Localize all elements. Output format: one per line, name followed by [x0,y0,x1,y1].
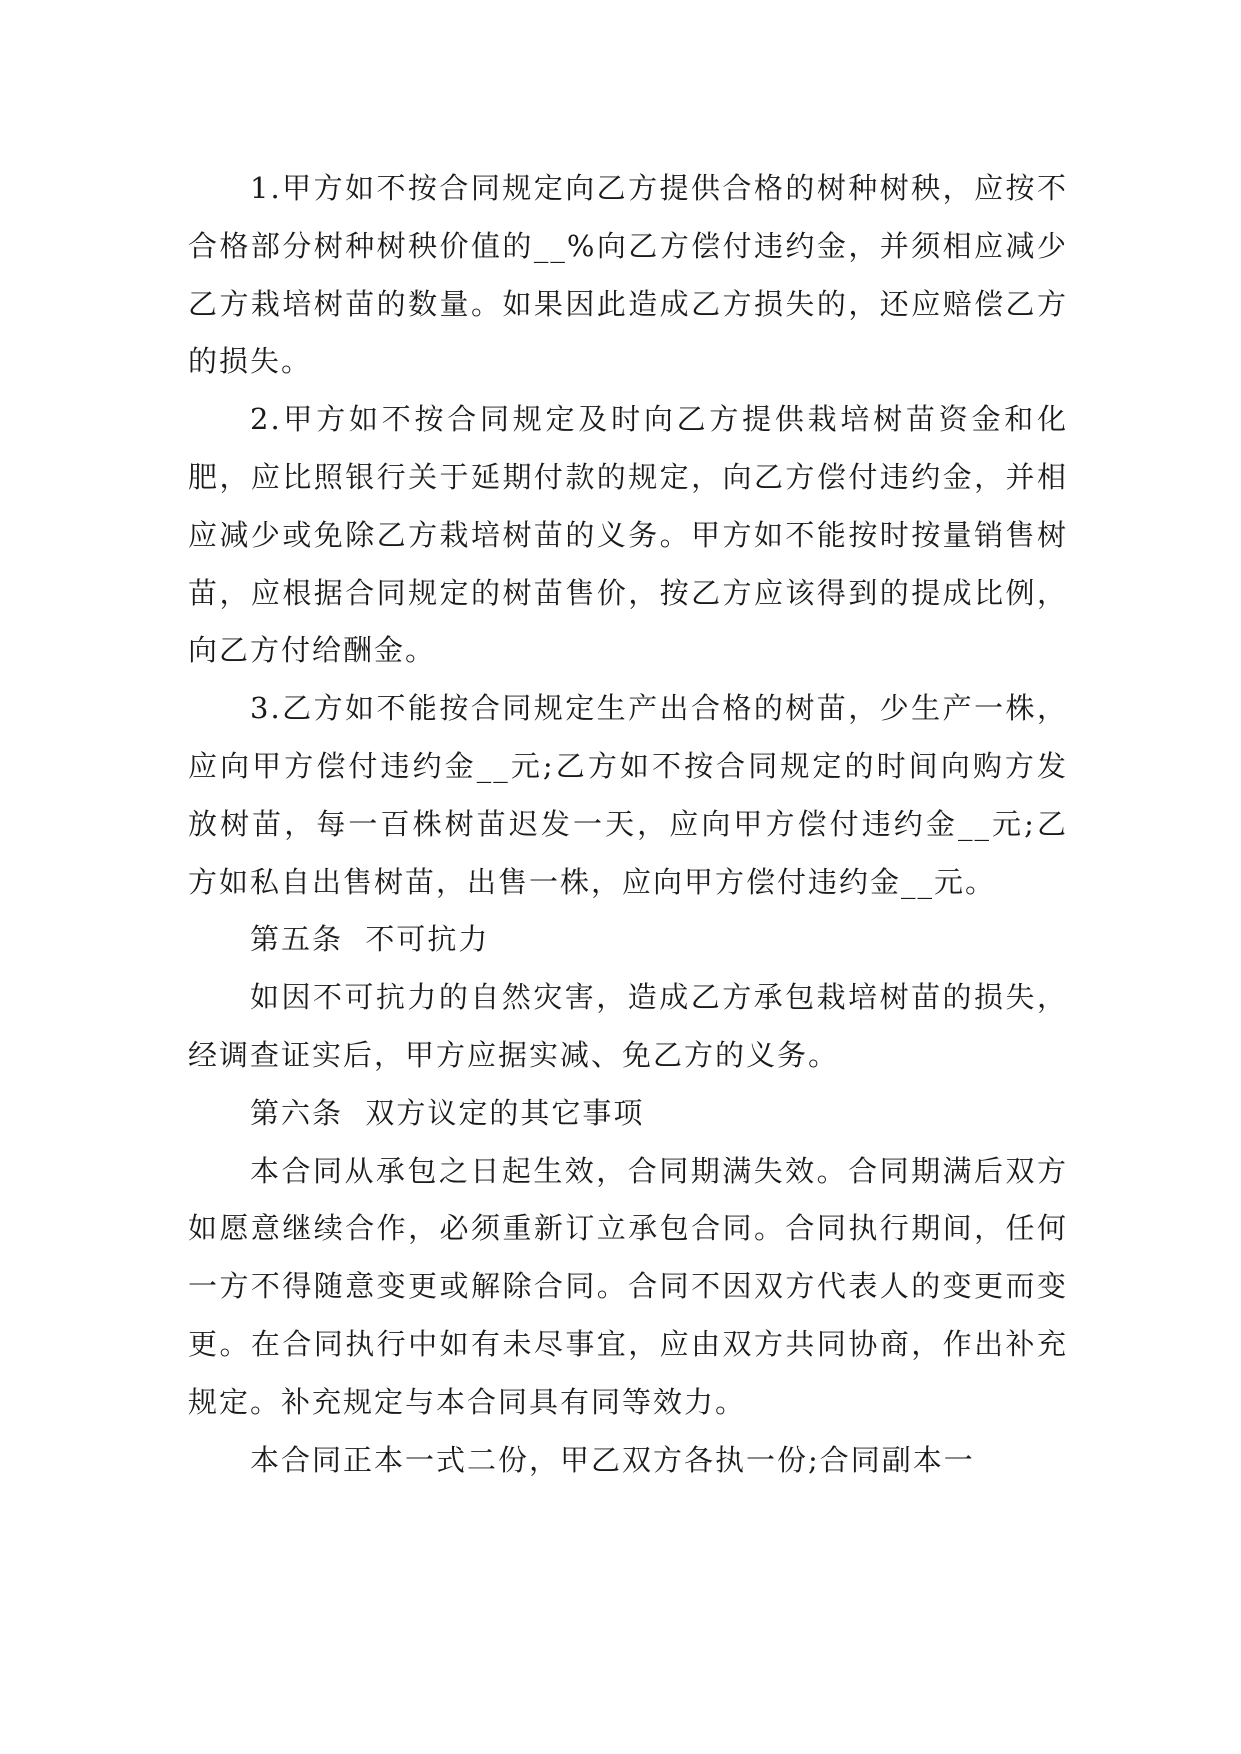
article-5-heading: 第五条 不可抗力 [250,922,490,957]
other-matters-paragraph: 本合同从承包之日起生效，合同期满失效。合同期满后双方如愿意继续合作，必须重新订立承包合同。合同执行期间，任何一方不得随意变更或解除合同。合同不因双方代表人的变更而变更。在合同执行中如有未尽事宜，应由双方共同协商，作出补充规定。补充规定与本合同具有同等效力。 [188,1153,1068,1419]
clause-3-paragraph: 3.乙方如不能按合同规定生产出合格的树苗，少生产一株，应向甲方偿付违约金__元;乙方如不按合同规定的时间向购方发放树苗，每一百株树苗迟发一天，应向甲方偿付违约金__元;乙方如私自出售树苗，出售一株，应向甲方偿付违约金__元。 [188,691,1068,899]
force-majeure-paragraph: 如因不可抗力的自然灾害，造成乙方承包栽培树苗的损失，经调查证实后，甲方应据实减、免乙方的义务。 [188,980,1068,1072]
copies-paragraph: 本合同正本一式二份，甲乙双方各执一份;合同副本一 [250,1442,975,1477]
clause-2-paragraph: 2.甲方如不按合同规定及时向乙方提供栽培树苗资金和化肥，应比照银行关于延期付款的规定，向乙方偿付违约金，并相应减少或免除乙方栽培树苗的义务。甲方如不能按时按量销售树苗，应根据合同规定的树苗售价，按乙方应该得到的提成比例，向乙方付给酬金。 [188,402,1068,668]
clause-1-paragraph: 1.甲方如不按合同规定向乙方提供合格的树种树秧，应按不合格部分树种树秧价值的__%向乙方偿付违约金，并须相应减少乙方栽培树苗的数量。如果因此造成乙方损失的，还应赔偿乙方的损失。 [188,171,1068,379]
article-6-heading: 第六条 双方议定的其它事项 [250,1095,645,1130]
document-body [188,160,1068,1489]
